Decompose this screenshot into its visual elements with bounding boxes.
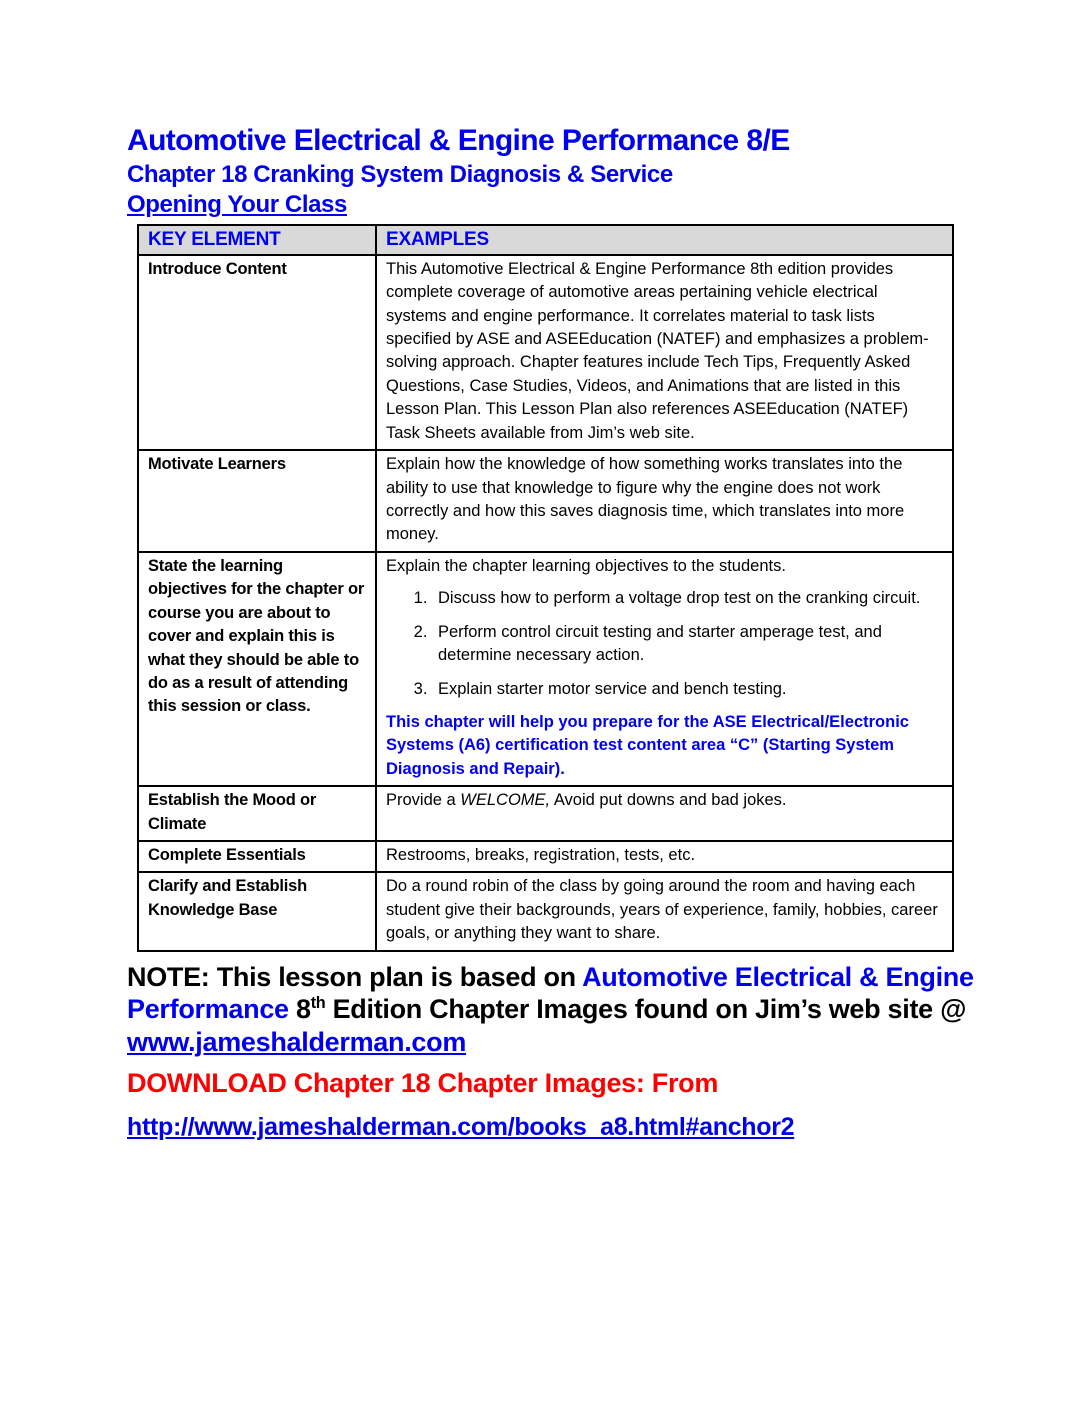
note-suffix: Edition Chapter Images found on Jim’s web site @ [325,994,967,1025]
chapter-subtitle: Chapter 18 Cranking System Diagnosis & Service [127,161,673,188]
note-prefix: NOTE: This lesson plan is based on [127,961,583,992]
note-paragraph [127,961,999,1058]
examples-cell [376,786,953,841]
section-heading: Opening Your Class [127,191,347,219]
ase-certification-note: This chapter will help you prepare for the ASE Electrical/Electronic Systems (A6) certification test content area “C” (Starting System Diagnosis and Repair). [386,712,909,778]
lesson-plan-table [137,224,954,952]
key-element-cell: Complete Essentials [138,841,376,872]
table-row-introduce-content [138,255,953,450]
column-header-examples: EXAMPLES [376,225,953,255]
examples-cell: Explain how the knowledge of how something works translates into the ability to use that knowledge to figure why the engine does not work correctly and how this saves diagnosis time, which translates into more money. [376,450,953,552]
footer-note-block [127,961,999,1142]
download-heading: DOWNLOAD Chapter 18 Chapter Images: From [127,1067,719,1098]
welcome-text-prefix: Provide a [386,791,461,810]
key-element-cell: Clarify and Establish Knowledge Base [138,872,376,950]
objectives-list [386,587,942,701]
key-element-cell: State the learning objectives for the chapter or course you are about to cover and explain this is what they should be able to do as a result of attending this session or class. [138,552,376,786]
key-element-cell: Motivate Learners [138,450,376,552]
examples-cell: Restrooms, breaks, registration, tests, etc. [376,841,953,872]
table-row-motivate-learners [138,450,953,552]
welcome-text-italic: WELCOME, [460,791,551,810]
objective-item: 1. Discuss how to perform a voltage drop test on the cranking circuit. [432,587,942,610]
note-book-title: Automotive Electrical & Engine Performance [127,961,974,1025]
examples-cell: Do a round robin of the class by going around the room and having each student give their backgrounds, years of experience, family, hobbies, career goals, or anything they want to share. [376,872,953,950]
table-row-clarify-knowledge-base [138,872,953,950]
objectives-intro: Explain the chapter learning objectives to the students. [386,556,786,575]
key-element-cell: Introduce Content [138,255,376,450]
chapter-images-url-link[interactable]: http://www.jameshalderman.com/books_a8.html#anchor2 [127,1112,795,1141]
page-title: Automotive Electrical & Engine Performance 8/E [127,124,790,157]
welcome-text-suffix: Avoid put downs and bad jokes. [550,791,787,810]
objective-item: 2. Perform control circuit testing and starter amperage test, and determine necessary action. [432,621,942,668]
note-mid: 8 [288,994,311,1025]
jim-website-link[interactable]: www.jameshalderman.com [127,1026,467,1057]
note-superscript: th [310,994,326,1013]
table-header-row [138,225,953,255]
column-header-key-element: KEY ELEMENT [138,225,376,255]
examples-cell [376,552,953,786]
objective-item: 3. Explain starter motor service and bench testing. [432,678,942,701]
table-row-establish-mood [138,786,953,841]
table-row-complete-essentials [138,841,953,872]
key-element-cell: Establish the Mood or Climate [138,786,376,841]
table-row-learning-objectives [138,552,953,786]
examples-cell: This Automotive Electrical & Engine Performance 8th edition provides complete coverage of automotive areas pertaining vehicle electrical systems and engine performance. It correlates material to task lists specified by ASE and ASEEducation (NATEF) and emphasizes a problem-solving approach. Chapter features include Tech Tips, Frequently Asked Questions, Case Studies, Videos, and Animations that are listed in this Lesson Plan. This Lesson Plan also references ASEEducation (NATEF) Task Sheets available from Jim’s web site. [376,255,953,450]
